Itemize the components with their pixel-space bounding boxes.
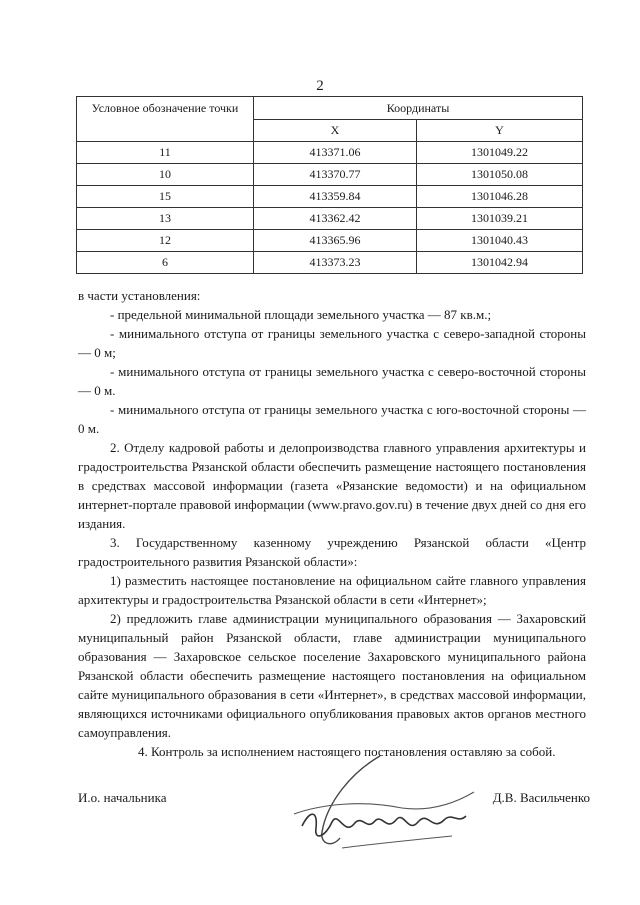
handwritten-signature bbox=[282, 752, 482, 857]
paragraph: - минимального отступа от границы земельного участка с северо-западной стороны — 0 м; bbox=[78, 326, 586, 360]
x-cell: 413365.96 bbox=[254, 230, 417, 252]
y-cell: 1301049.22 bbox=[417, 142, 583, 164]
y-cell: 1301046.28 bbox=[417, 186, 583, 208]
paragraph: - минимального отступа от границы земельного участка с северо-восточной стороны — 0 м. bbox=[78, 364, 586, 398]
header-x: X bbox=[254, 120, 417, 142]
y-cell: 1301050.08 bbox=[417, 164, 583, 186]
table-row bbox=[77, 164, 583, 186]
x-cell: 413370.77 bbox=[254, 164, 417, 186]
point-cell: 11 bbox=[77, 142, 254, 164]
signatory-position: И.о. начальника bbox=[78, 790, 167, 805]
table-row bbox=[77, 186, 583, 208]
point-cell: 6 bbox=[77, 252, 254, 274]
x-cell: 413359.84 bbox=[254, 186, 417, 208]
y-cell: 1301042.94 bbox=[417, 252, 583, 274]
document-body bbox=[78, 286, 586, 761]
header-point-designation: Условное обозначение точки bbox=[77, 97, 254, 142]
header-y: Y bbox=[417, 120, 583, 142]
header-coordinates: Координаты bbox=[254, 97, 583, 120]
paragraph: в части установления: bbox=[78, 288, 201, 303]
table-row bbox=[77, 252, 583, 274]
point-cell: 13 bbox=[77, 208, 254, 230]
table-row bbox=[77, 142, 583, 164]
paragraph: 2. Отделу кадровой работы и делопроизводства главного управления архитектуры и градостроительства Рязанской области обеспечить размещение настоящего постановления в средствах массовой информации (газета «Рязанские ведомости) и на официальном интернет-портале правовой информации (www.pravo.gov.ru) в течение двух дней со дня его издания. bbox=[78, 440, 586, 531]
x-cell: 413371.06 bbox=[254, 142, 417, 164]
paragraph: 2) предложить главе администрации муниципального образования — Захаровский муниципальный район Рязанской области, главе администрации муниципального образования — Захаровское сельское поселение Захаровского муниципального района Рязанской области обеспечить размещение настоящего постановления на официальном сайте муниципального образования в сети «Интернет», в средствах массовой информации, являющихся источниками официального опубликования правовых актов органов местного самоуправления. bbox=[78, 611, 586, 740]
signatory-name: Д.В. Васильченко bbox=[492, 790, 590, 805]
paragraph: 1) разместить настоящее постановление на официальном сайте главного управления архитектуры и градостроительства Рязанской области в сети «Интернет»; bbox=[78, 573, 586, 607]
point-cell: 10 bbox=[77, 164, 254, 186]
point-cell: 15 bbox=[77, 186, 254, 208]
paragraph: 4. Контроль за исполнением настоящего постановления оставляю за собой. bbox=[138, 744, 556, 759]
paragraph: - минимального отступа от границы земельного участка с юго-восточной стороны — 0 м. bbox=[78, 402, 586, 436]
x-cell: 413362.42 bbox=[254, 208, 417, 230]
table-row bbox=[77, 230, 583, 252]
coordinates-table bbox=[76, 96, 583, 274]
table-row bbox=[77, 208, 583, 230]
page-number: 2 bbox=[316, 78, 324, 94]
paragraph: 3. Государственному казенному учреждению Рязанской области «Центр градостроительного развития Рязанской области»: bbox=[78, 535, 586, 569]
x-cell: 413373.23 bbox=[254, 252, 417, 274]
paragraph: - предельной минимальной площади земельного участка — 87 кв.м.; bbox=[110, 307, 492, 322]
y-cell: 1301039.21 bbox=[417, 208, 583, 230]
point-cell: 12 bbox=[77, 230, 254, 252]
y-cell: 1301040.43 bbox=[417, 230, 583, 252]
